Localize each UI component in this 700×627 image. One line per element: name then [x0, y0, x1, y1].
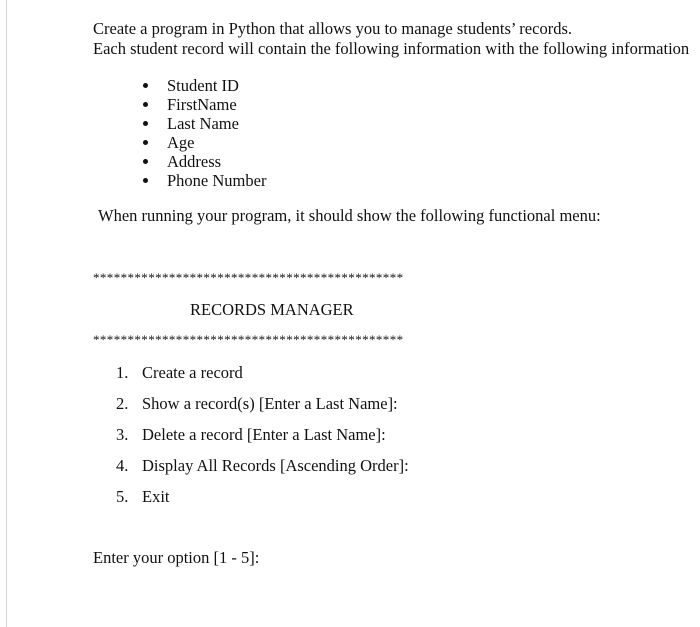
menu-title: RECORDS MANAGER	[190, 300, 354, 319]
menu-item-number: 3.	[116, 425, 129, 444]
menu-intro: When running your program, it should show the following functional menu:	[98, 206, 601, 225]
menu-item-text: Create a record	[142, 363, 243, 382]
bullet-icon	[143, 102, 148, 107]
field-label: Student ID	[167, 76, 239, 95]
menu-list	[116, 363, 409, 518]
menu-item	[116, 394, 409, 425]
page-edge	[6, 0, 7, 627]
menu-item-text: Display All Records [Ascending Order]:	[142, 456, 409, 475]
menu-item	[116, 363, 409, 394]
intro-line-2: Each student record will contain the following information with the following information	[93, 39, 690, 58]
menu-item	[116, 456, 409, 487]
menu-item-number: 4.	[116, 456, 129, 475]
field-label: Phone Number	[167, 171, 267, 190]
intro-line-1: Create a program in Python that allows you to manage students’ records.	[93, 19, 572, 38]
bullet-icon	[143, 159, 148, 164]
bullet-icon	[143, 121, 148, 126]
bullet-icon	[143, 178, 148, 183]
list-item	[142, 133, 266, 152]
menu-item-number: 5.	[116, 487, 129, 506]
list-item	[142, 171, 266, 190]
fields-list	[142, 76, 266, 190]
menu-item	[116, 425, 409, 456]
field-label: Address	[167, 152, 222, 171]
field-label: FirstName	[167, 95, 237, 114]
bullet-icon	[143, 83, 148, 88]
option-prompt: Enter your option [1 - 5]:	[93, 548, 260, 567]
list-item	[142, 114, 266, 133]
menu-item-text: Delete a record [Enter a Last Name]:	[142, 425, 386, 444]
menu-item-number: 2.	[116, 394, 129, 413]
field-label: Last Name	[167, 114, 239, 133]
stars-divider-top: *********************************************	[93, 270, 404, 285]
menu-item-text: Exit	[142, 487, 170, 506]
menu-item-text: Show a record(s) [Enter a Last Name]:	[142, 394, 398, 413]
list-item	[142, 152, 266, 171]
stars-divider-bottom: *********************************************	[93, 332, 404, 347]
field-label: Age	[167, 133, 195, 152]
list-item	[142, 76, 266, 95]
list-item	[142, 95, 266, 114]
menu-item-number: 1.	[116, 363, 129, 382]
menu-item	[116, 487, 409, 518]
bullet-icon	[143, 140, 148, 145]
